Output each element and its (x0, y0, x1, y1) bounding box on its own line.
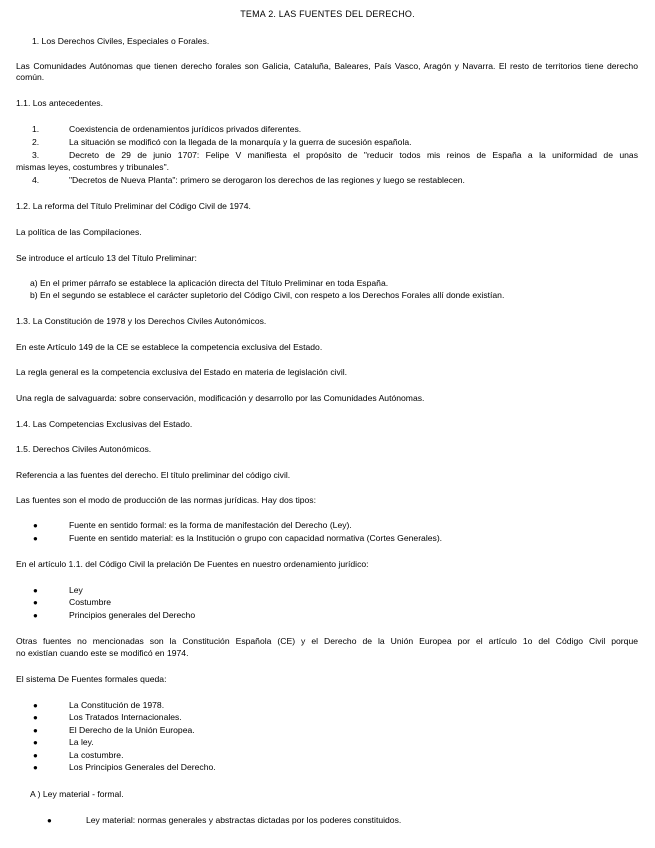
list-item: El Derecho de la Unión Europea. (69, 725, 195, 735)
paragraph-prelacion: En el artículo 1.1. del Código Civil la prelación De Fuentes en nuestro ordenamiento jurídico: (16, 559, 369, 569)
paragraph-sistema: El sistema De Fuentes formales queda: (16, 674, 167, 684)
section-heading-1: 1. Los Derechos Civiles, Especiales o Forales. (32, 36, 210, 46)
bullet-icon: ● (33, 751, 38, 760)
list-item: Los Tratados Internacionales. (69, 712, 182, 722)
list-item: Fuente en sentido material: es la Institución o grupo con capacidad normativa (Cortes Generales). (69, 533, 443, 543)
bullet-icon: ● (33, 521, 38, 530)
list-item: La situación se modificó con la llegada de la monarquía y la guerra de sucesión española. (69, 137, 412, 147)
list-number: 1. (32, 124, 40, 134)
bullet-icon: ● (33, 534, 38, 543)
list-item: a) En el primer párrafo se establece la aplicación directa del Título Preliminar en toda España. (30, 278, 389, 288)
list-item: "Decretos de Nueva Planta": primero se derogaron los derechos de las regiones y luego se restablecen. (69, 175, 465, 185)
list-item: Principios generales del Derecho (69, 610, 196, 620)
list-item-continuation: mismas leyes, costumbres y tribunales". (16, 162, 170, 172)
list-item: b) En el segundo se establece el carácter supletorio del Código Civil, con respeto a los Derechos Forales allí donde existían. (30, 290, 505, 300)
list-item: Coexistencia de ordenamientos jurídicos privados diferentes. (69, 124, 302, 134)
list-number: 3. (32, 150, 40, 160)
paragraph-referencia: Referencia a las fuentes del derecho. El título preliminar del código civil. (16, 470, 291, 480)
list-number: 4. (32, 175, 40, 185)
bullet-icon: ● (33, 726, 38, 735)
list-item: Costumbre (69, 597, 112, 607)
list-item: La ley. (69, 737, 94, 747)
section-heading-a: A ) Ley material - formal. (30, 789, 124, 799)
section-heading-1-1: 1.1. Los antecedentes. (16, 98, 103, 108)
bullet-icon: ● (33, 598, 38, 607)
bullet-icon: ● (33, 713, 38, 722)
paragraph-salvaguarda: Una regla de salvaguarda: sobre conservación, modificación y desarrollo por las Comunidades Autónomas. (16, 393, 425, 403)
bullet-icon: ● (33, 738, 38, 747)
bullet-icon: ● (33, 763, 38, 772)
bullet-icon: ● (33, 586, 38, 595)
section-heading-1-2: 1.2. La reforma del Título Preliminar del Código Civil de 1974. (16, 201, 251, 211)
paragraph-otras-fuentes: Otras fuentes no mencionadas son la Constitución Española (CE) y el Derecho de la Unión Europea por el artículo 1o del Código Civil porque (16, 636, 638, 646)
paragraph-compilaciones: La política de las Compilaciones. (16, 227, 142, 237)
list-item: La costumbre. (69, 750, 124, 760)
list-item: Ley material: normas generales y abstractas dictadas por los poderes constituidos. (86, 815, 402, 825)
bullet-icon: ● (47, 816, 52, 825)
section-heading-1-5: 1.5. Derechos Civiles Autonómicos. (16, 444, 152, 454)
paragraph-tipos: Las fuentes son el modo de producción de las normas jurídicas. Hay dos tipos: (16, 495, 316, 505)
bullet-icon: ● (33, 701, 38, 710)
paragraph-otras-fuentes-continuation: no existían cuando este se modificó en 1974. (16, 648, 189, 658)
paragraph-articulo-13: Se introduce el artículo 13 del Título Preliminar: (16, 253, 197, 263)
paragraph-comunidades: Las Comunidades Autónomas que tienen derecho forales son Galicia, Cataluña, Baleares, País Vasco, Aragón y Navarra. El resto de territorios tiene derecho común. (16, 61, 638, 82)
list-item: Los Principios Generales del Derecho. (69, 762, 216, 772)
bullet-icon: ● (33, 611, 38, 620)
paragraph-articulo-149: En este Artículo 149 de la CE se establece la competencia exclusiva del Estado. (16, 342, 323, 352)
list-item: Decreto de 29 de junio 1707: Felipe V manifiesta el propósito de "reducir todos mis reinos de España a la uniformidad de unas (69, 150, 638, 160)
document-title: TEMA 2. LAS FUENTES DEL DERECHO. (240, 9, 415, 19)
list-number: 2. (32, 137, 40, 147)
list-item: Fuente en sentido formal: es la forma de manifestación del Derecho (Ley). (69, 520, 352, 530)
section-heading-1-4: 1.4. Las Competencias Exclusivas del Estado. (16, 419, 193, 429)
list-item: Ley (69, 585, 83, 595)
paragraph-regla-general: La regla general es la competencia exclusiva del Estado en materia de legislación civil. (16, 367, 348, 377)
section-heading-1-3: 1.3. La Constitución de 1978 y los Derechos Civiles Autonómicos. (16, 316, 267, 326)
list-item: La Constitución de 1978. (69, 700, 165, 710)
